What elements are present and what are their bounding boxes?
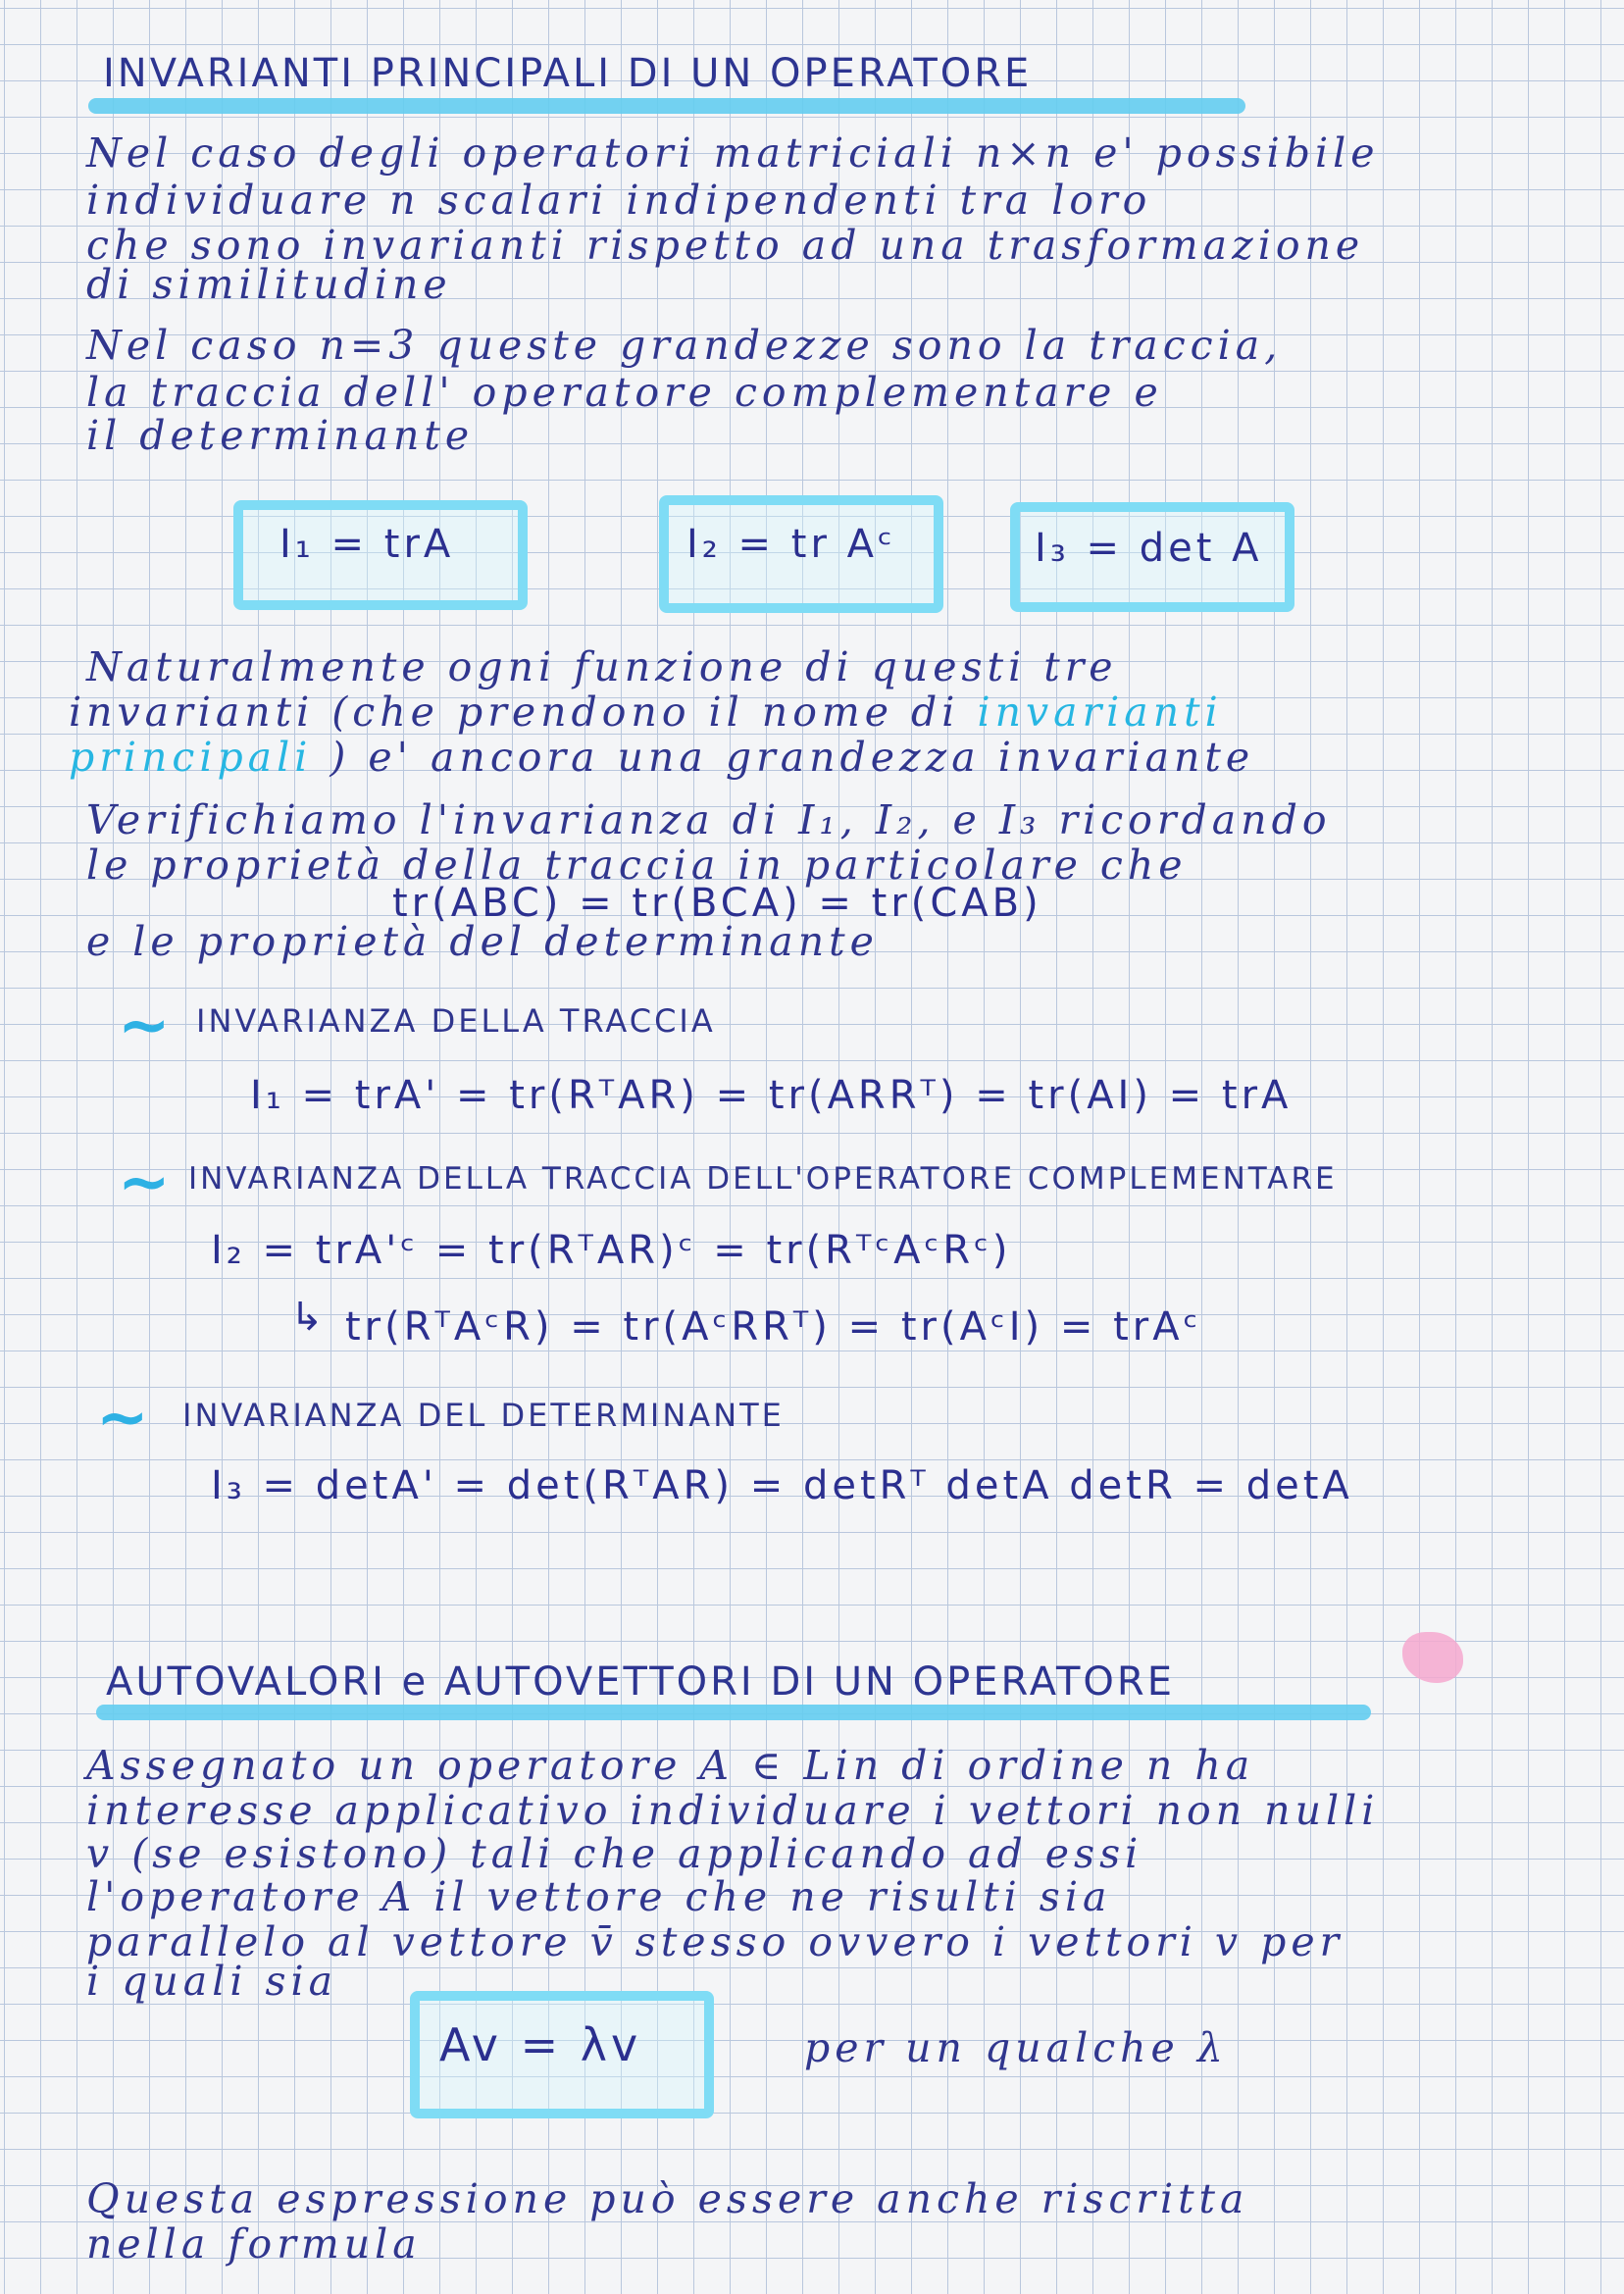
invariance-formula: tr(RᵀAᶜR) = tr(AᶜRRᵀ) = tr(AᶜI) = trAᶜ xyxy=(345,1304,1202,1350)
invariant-formula-3: I₃ = det A xyxy=(1035,526,1263,571)
title-highlight xyxy=(88,98,1245,114)
bullet-tilde-icon: ~ xyxy=(96,1382,149,1454)
invariant-formula-2: I₂ = tr Aᶜ xyxy=(686,522,896,567)
bullet-tilde-icon: ~ xyxy=(118,990,171,1062)
text-span: ) e' ancora una grandezza invariante xyxy=(312,734,1255,781)
text-span: invarianti (che prendono il nome di xyxy=(69,688,978,736)
invariance-formula: I₃ = detA' = det(RᵀAR) = detRᵀ detA detR = detA xyxy=(211,1463,1353,1508)
paragraph-line xyxy=(69,734,1254,781)
paragraph-line: l'operatore A il vettore che ne risulti sia xyxy=(86,1873,1112,1920)
highlighted-term: principali xyxy=(69,734,313,781)
highlighted-term: invarianti xyxy=(977,688,1223,736)
bullet-tilde-icon: ~ xyxy=(118,1147,171,1219)
paragraph-line: i quali sia xyxy=(86,1958,338,2005)
paragraph-line: nella formula xyxy=(86,2220,422,2268)
continuation-arrow: ↳ xyxy=(290,1295,328,1340)
invariance-formula: I₂ = trA'ᶜ = tr(RᵀAR)ᶜ = tr(RᵀᶜAᶜRᶜ) xyxy=(211,1228,1012,1273)
sub-heading: INVARIANZA DELLA TRACCIA xyxy=(196,1002,716,1040)
eigen-equation-note: per un qualche λ xyxy=(804,2024,1228,2071)
sub-heading: INVARIANZA DELLA TRACCIA DELL'OPERATORE COMPLEMENTARE xyxy=(188,1161,1338,1197)
eigen-equation: Av = λv xyxy=(439,2018,642,2071)
paragraph-line: che sono invarianti rispetto ad una trasformazione xyxy=(86,222,1365,269)
paragraph-line xyxy=(69,688,1223,736)
paragraph-line: interesse applicativo individuare i vettori non nulli xyxy=(86,1787,1380,1834)
paragraph-line: Verifichiamo l'invarianza di I₁, I₂, e I₃ ricordando xyxy=(86,796,1332,843)
paragraph-line: il determinante xyxy=(86,412,475,459)
paragraph-line: individuare n scalari indipendenti tra loro xyxy=(86,177,1152,224)
paragraph-line: v (se esistono) tali che applicando ad essi xyxy=(86,1830,1143,1877)
sub-heading: INVARIANZA DEL DETERMINANTE xyxy=(182,1397,785,1434)
paragraph-line: parallelo al vettore v̄ stesso ovvero i vettori v per xyxy=(86,1918,1345,1965)
paragraph-line: di similitudine xyxy=(86,261,452,308)
paragraph-line: la traccia dell' operatore complementare e xyxy=(86,369,1163,416)
paragraph-line: Assegnato un operatore A ∈ Lin di ordine n ha xyxy=(86,1742,1255,1789)
section-title: INVARIANTI PRINCIPALI DI UN OPERATORE xyxy=(103,51,1033,96)
paragraph-line: Naturalmente ogni funzione di questi tre xyxy=(86,643,1118,690)
pink-mark-icon xyxy=(1402,1632,1463,1683)
section-title: AUTOVALORI e AUTOVETTORI DI UN OPERATORE xyxy=(106,1659,1175,1705)
title-highlight xyxy=(96,1705,1371,1720)
invariance-formula: I₁ = trA' = tr(RᵀAR) = tr(ARRᵀ) = tr(AI) = trA xyxy=(250,1073,1293,1118)
invariant-formula-1: I₁ = trA xyxy=(279,522,455,567)
paragraph-line: Questa espressione può essere anche riscritta xyxy=(86,2175,1249,2222)
paragraph-line: Nel caso n=3 queste grandezze sono la traccia, xyxy=(86,322,1283,369)
paragraph-line: le proprietà della traccia in particolare che xyxy=(86,841,1188,889)
paragraph-line: Nel caso degli operatori matriciali n×n e' possibile xyxy=(86,129,1380,177)
trace-identity: tr(ABC) = tr(BCA) = tr(CAB) xyxy=(392,881,1042,926)
paragraph-line: e le proprietà del determinante xyxy=(86,918,879,965)
